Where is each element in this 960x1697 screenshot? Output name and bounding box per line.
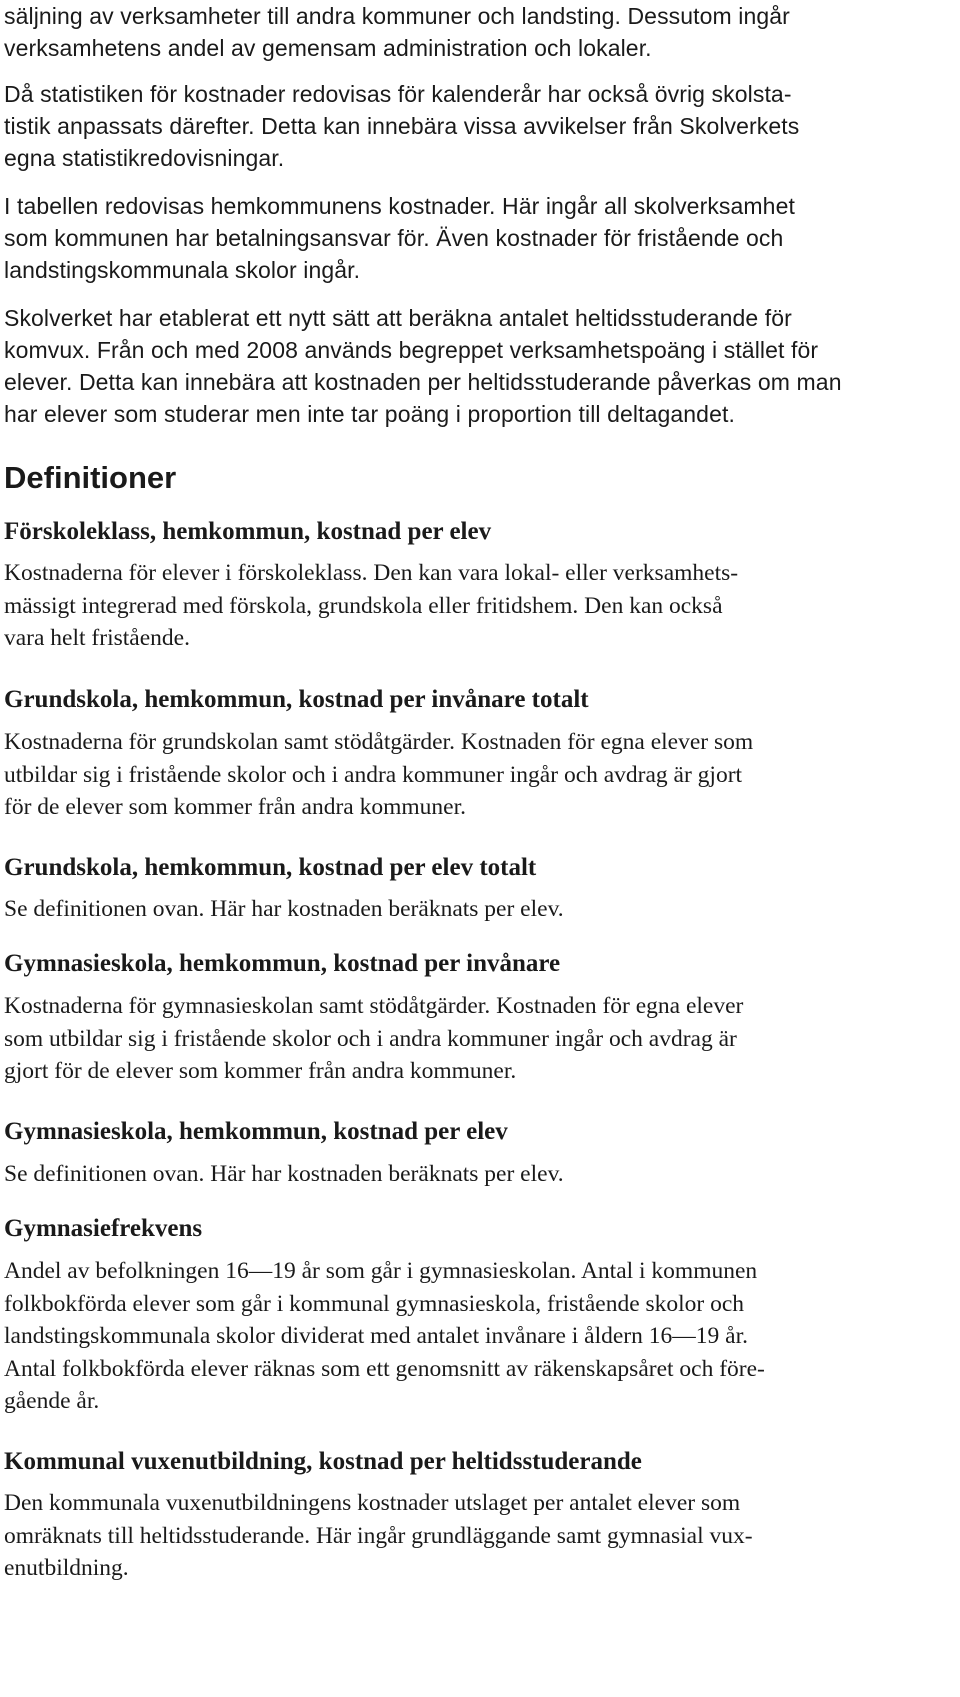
section-body [4, 557, 738, 655]
text-line: för de elever som kommer från andra kommuner. [4, 794, 467, 820]
section-title: Gymnasieskola, hemkommun, kostnad per invånare [4, 950, 561, 977]
section-title: Förskoleklass, hemkommun, kostnad per elev [4, 518, 492, 545]
section-body [4, 990, 743, 1088]
text-line: folkbokförda elever som går i kommunal gymnasieskola, fristående skolor och [4, 1290, 745, 1317]
intro-paragraph-3 [4, 190, 795, 286]
intro-paragraph-4 [4, 302, 842, 430]
text-line: gjort för de elever som kommer från andra kommuner. [4, 1058, 517, 1084]
text-line: utbildar sig i fristående skolor och i andra kommuner ingår och avdrag är gjort [4, 761, 743, 788]
section-title: Gymnasieskola, hemkommun, kostnad per elev [4, 1118, 508, 1145]
intro-paragraph-2 [4, 78, 799, 174]
text-line: Den kommunala vuxenutbildningens kostnader utslaget per antalet elever som [4, 1490, 741, 1516]
text-line: Antal folkbokförda elever räknas som ett genomsnitt av räkenskapsåret och före- [4, 1355, 765, 1382]
text-line: landstingskommunala skolor dividerat med antalet invånare i åldern 16—19 år. [4, 1323, 748, 1349]
section-body [4, 1255, 765, 1418]
text-line: Se definitionen ovan. Här har kostnaden beräknats per elev. [4, 896, 564, 922]
text-line: säljning av verksamheter till andra kommuner och landsting. Dessutom ingår [4, 3, 790, 29]
text-line: gående år. [4, 1388, 100, 1414]
text-line: som utbildar sig i fristående skolor och i andra kommuner ingår och avdrag är [4, 1025, 737, 1052]
section-title: Kommunal vuxenutbildning, kostnad per heltidsstuderande [4, 1448, 642, 1475]
section-title: Grundskola, hemkommun, kostnad per elev totalt [4, 854, 537, 881]
text-line: Kostnaderna för elever i förskoleklass. Den kan vara lokal- eller verksamhets- [4, 560, 739, 586]
text-line: omräknats till heltidsstuderande. Här ingår grundläggande samt gymnasial vux- [4, 1522, 753, 1549]
section-body [4, 893, 564, 926]
section-title: Grundskola, hemkommun, kostnad per invånare totalt [4, 686, 589, 713]
definitions-heading: Definitioner [4, 460, 177, 495]
text-line: landstingskommunala skolor ingår. [4, 257, 361, 283]
text-line: Kostnaderna för grundskolan samt stödåtgärder. Kostnaden för egna elever som [4, 729, 754, 755]
section-body [4, 1158, 564, 1191]
text-line: Se definitionen ovan. Här har kostnaden beräknats per elev. [4, 1161, 564, 1187]
section-title: Gymnasiefrekvens [4, 1215, 203, 1242]
text-line: tistik anpassats därefter. Detta kan innebära vissa avvikelser från Skolverkets [4, 113, 800, 139]
text-line: Kostnaderna för gymnasieskolan samt stödåtgärder. Kostnaden för egna elever [4, 993, 744, 1019]
section-body [4, 1487, 753, 1585]
text-line: verksamhetens andel av gemensam administration och lokaler. [4, 35, 652, 61]
text-line: Då statistiken för kostnader redovisas för kalenderår har också övrig skolsta- [4, 81, 792, 107]
text-line: komvux. Från och med 2008 används begreppet verksamhetspoäng i stället för [4, 337, 819, 363]
text-line: som kommunen har betalningsansvar för. Även kostnader för fristående och [4, 225, 784, 251]
text-line: mässigt integrerad med förskola, grundskola eller fritidshem. Den kan också [4, 592, 723, 619]
text-line: vara helt fristående. [4, 625, 190, 651]
text-line: egna statistikredovisningar. [4, 145, 285, 171]
text-line: har elever som studerar men inte tar poäng i proportion till deltagandet. [4, 401, 735, 427]
intro-paragraph-1 [4, 0, 790, 64]
section-body [4, 726, 753, 824]
text-line: elever. Detta kan innebära att kostnaden per heltidsstuderande påverkas om man [4, 369, 842, 395]
text-line: I tabellen redovisas hemkommunens kostnader. Här ingår all skolverksamhet [4, 193, 795, 219]
text-line: enutbildning. [4, 1555, 129, 1581]
text-line: Skolverket har etablerat ett nytt sätt att beräkna antalet heltidsstuderande för [4, 305, 792, 331]
text-line: Andel av befolkningen 16—19 år som går i gymnasieskolan. Antal i kommunen [4, 1258, 758, 1284]
